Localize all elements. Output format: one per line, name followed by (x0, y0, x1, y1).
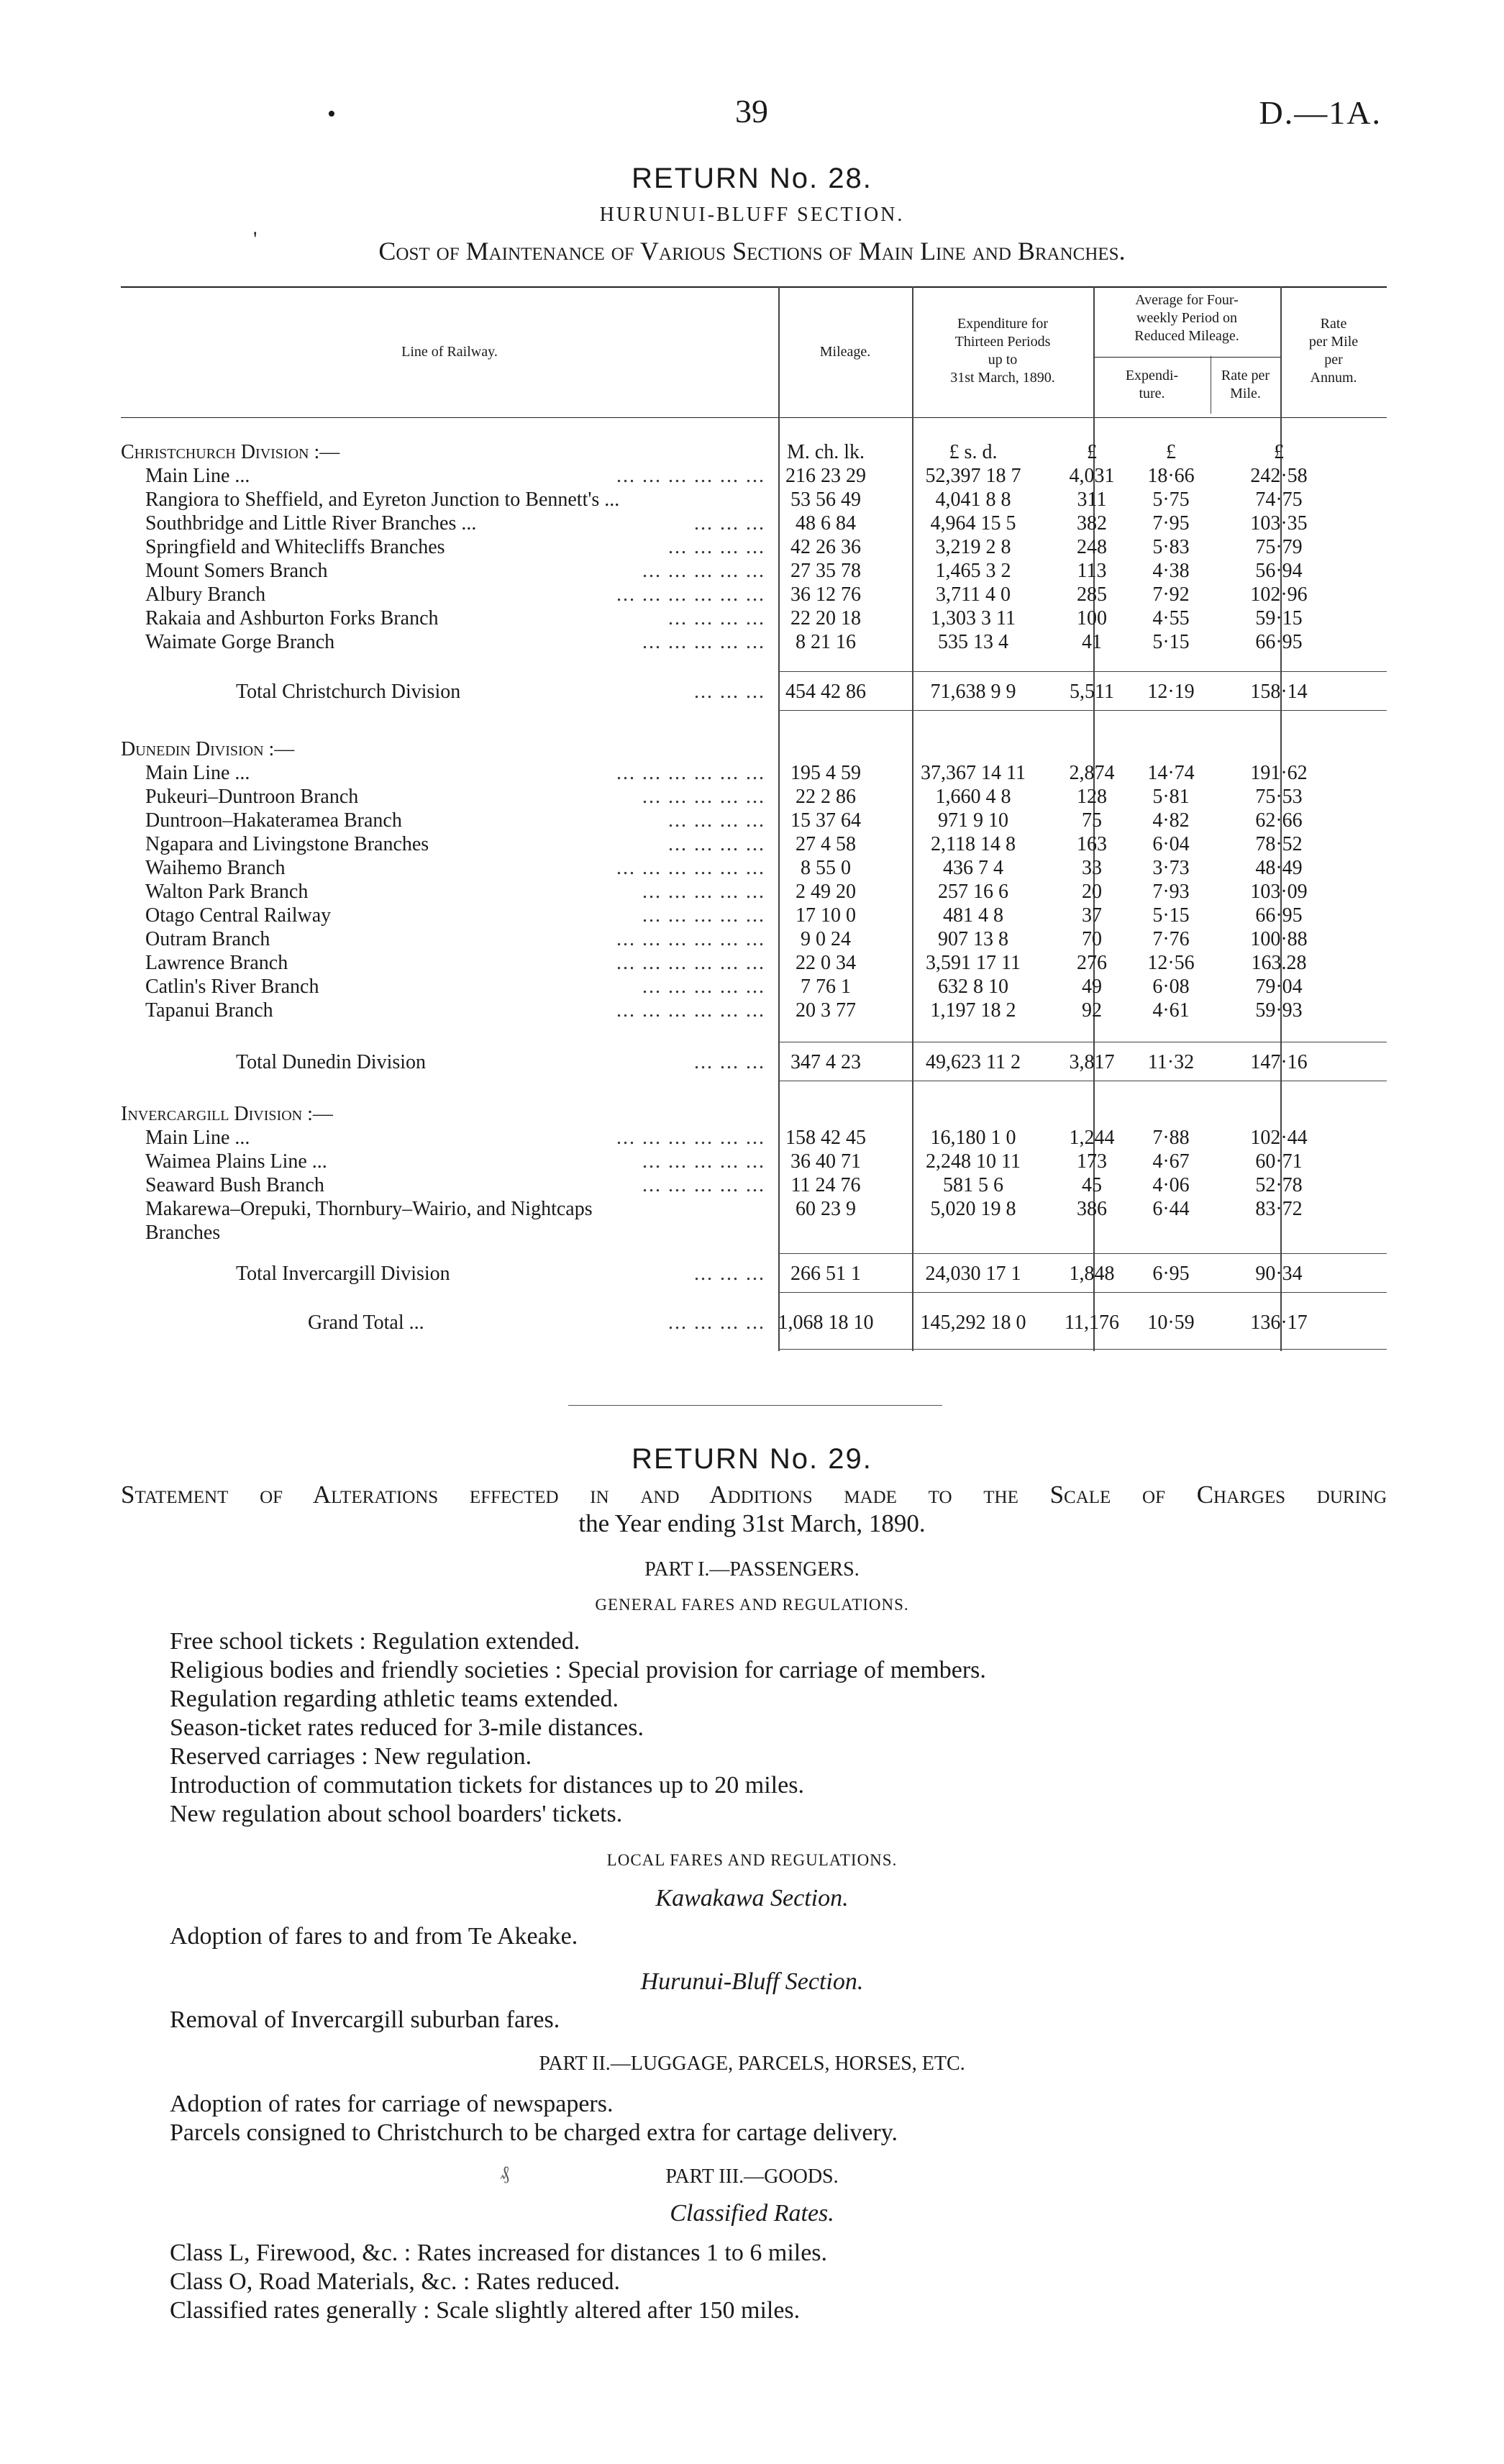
row-label: Main Line ... (145, 1127, 250, 1149)
part-3-heading: PART III.—GOODS. (665, 2165, 839, 2188)
row-label: Mount Somers Branch (145, 560, 328, 582)
rate-per-annum-cell: 83·72 (1255, 1198, 1303, 1220)
rate-per-annum-cell: 48·49 (1255, 857, 1303, 879)
mileage-cell: 9 0 24 (801, 928, 851, 950)
classified-rates-heading: Classified Rates. (670, 2200, 834, 2227)
average-exp-unit: £ (1087, 441, 1097, 463)
table-row (121, 809, 1387, 832)
four-weekly-expenditure-cell: 70 (1082, 928, 1102, 950)
leader-dots: ... ... ... ... ... ... (616, 999, 765, 1022)
subtotal-rule (778, 1292, 1387, 1293)
expenditure-cell: 37,367 14 11 (921, 762, 1026, 784)
mileage-cell: 48 6 84 (796, 512, 856, 535)
table-row (121, 535, 1387, 559)
row-label: Tapanui Branch (145, 999, 273, 1022)
total-row (121, 680, 1387, 704)
row-label: Springfield and Whitecliffs Branches (145, 536, 445, 558)
four-weekly-expenditure-cell: 2,874 (1069, 762, 1115, 784)
four-weekly-expenditure-cell: 4,031 (1069, 465, 1115, 487)
rate-per-mile-cell: 3·73 (1152, 857, 1190, 879)
part-2-item: Adoption of rates for carriage of newspapers. (170, 2091, 614, 2117)
four-weekly-expenditure-cell: 75 (1082, 809, 1102, 832)
header-text: 31st March, 1890. (950, 370, 1055, 386)
rate-per-mile-cell: 5·81 (1152, 786, 1190, 808)
row-label: Main Line ... (145, 465, 250, 487)
rate-per-mile-cell: 7·95 (1152, 512, 1190, 535)
section-divider (568, 1405, 942, 1406)
local-fares-heading: LOCAL FARES AND REGULATIONS. (606, 1851, 898, 1869)
four-weekly-expenditure-cell: 128 (1077, 786, 1107, 808)
four-weekly-expenditure-cell: 113 (1077, 560, 1107, 582)
row-label: Makarewa–Orepuki, Thornbury–Wairio, and Nightcaps (145, 1198, 593, 1220)
col-header-annum (1280, 315, 1387, 387)
mileage-cell: 8 55 0 (801, 857, 851, 879)
table-header-rule (121, 417, 1387, 418)
mileage-cell: 11 24 76 (790, 1174, 861, 1196)
mileage-cell: 42 26 36 (790, 536, 861, 558)
rate-per-mile-cell: 14·74 (1147, 762, 1195, 784)
leader-dots: ... ... ... ... ... ... (616, 762, 765, 784)
rate-per-mile-cell: 4·06 (1152, 1174, 1190, 1196)
return-29-statement-line-1 (121, 1481, 1387, 1509)
rate-per-mile-cell: 12·19 (1147, 681, 1195, 703)
expenditure-cell: 145,292 18 0 (920, 1311, 1026, 1334)
header-text: Expenditure for (957, 316, 1049, 332)
col-header-average-rate (1211, 367, 1280, 403)
expenditure-cell: 1,197 18 2 (930, 999, 1016, 1022)
rate-per-annum-cell: 52·78 (1255, 1174, 1303, 1196)
mileage-cell: 158 42 45 (785, 1127, 866, 1149)
mileage-cell: 27 35 78 (790, 560, 861, 582)
four-weekly-expenditure-cell: 386 (1077, 1198, 1107, 1220)
division-name: Invercargill Division :— (121, 1103, 333, 1125)
leader-dots: ... ... ... (694, 1263, 765, 1285)
mileage-cell: 1,068 18 10 (778, 1311, 874, 1334)
general-fares-item: Reserved carriages : New regulation. (170, 1743, 532, 1770)
table-row (121, 630, 1387, 654)
kawakawa-section-heading: Kawakawa Section. (655, 1885, 849, 1911)
general-fares-heading: GENERAL FARES AND REGULATIONS. (595, 1596, 909, 1614)
header-text: Rate per (1221, 368, 1270, 383)
rate-per-mile-cell: 6·08 (1152, 976, 1190, 998)
row-label: Pukeuri–Duntroon Branch (145, 786, 359, 808)
mileage-unit: M. ch. lk. (786, 441, 865, 463)
rate-per-annum-cell: 136·17 (1250, 1311, 1308, 1334)
rate-per-annum-cell: 103·09 (1250, 881, 1308, 903)
stray-mark: ₰ (500, 2163, 509, 2183)
division-heading (121, 440, 1387, 464)
bullet-mark: • (327, 101, 336, 127)
rate-per-annum-cell: 66·95 (1255, 631, 1303, 653)
four-weekly-expenditure-cell: 20 (1082, 881, 1102, 903)
expenditure-cell: 581 5 6 (943, 1174, 1003, 1196)
rate-per-mile-cell: 11·32 (1147, 1051, 1195, 1073)
division-heading (121, 737, 1387, 761)
return-28-mark: ' (253, 227, 257, 251)
header-text: per Mile (1308, 334, 1359, 350)
col-header-mileage: Mileage. (819, 344, 871, 360)
rate-per-annum-cell: 163.28 (1251, 952, 1307, 974)
mileage-cell: 22 0 34 (796, 952, 856, 974)
leader-dots: ... ... ... ... ... ... (616, 583, 765, 606)
leader-dots: ... ... ... ... ... (642, 904, 765, 927)
header-text: up to (988, 352, 1018, 368)
mileage-cell: 17 10 0 (796, 904, 856, 927)
part-3-item: Class O, Road Materials, &c. : Rates reduced. (170, 2268, 621, 2295)
subheader-rule (1093, 357, 1280, 358)
mileage-cell: 454 42 86 (785, 681, 866, 703)
leader-dots: ... ... ... ... ... (642, 786, 765, 808)
leader-dots: ... ... ... ... ... (642, 881, 765, 903)
rate-per-mile-cell: 4·82 (1152, 809, 1190, 832)
table-row (121, 880, 1387, 904)
rate-per-annum-cell: 74·75 (1255, 488, 1303, 511)
table-row (121, 785, 1387, 809)
rate-per-mile-cell: 4·55 (1152, 607, 1190, 629)
table-row (121, 761, 1387, 785)
expenditure-cell: 24,030 17 1 (925, 1263, 1021, 1285)
expenditure-cell: 632 8 10 (938, 976, 1008, 998)
table-row (121, 904, 1387, 927)
expenditure-unit: £ s. d. (949, 441, 998, 463)
leader-dots: ... ... ... ... ... (642, 631, 765, 653)
header-text: ture. (1139, 386, 1165, 401)
return-28-title: RETURN No. 28. (632, 163, 872, 194)
row-label: Outram Branch (145, 928, 270, 950)
rate-per-mile-cell: 4·61 (1152, 999, 1190, 1022)
expenditure-cell: 257 16 6 (938, 881, 1008, 903)
average-rate-unit: £ (1166, 441, 1176, 463)
mileage-cell: 195 4 59 (790, 762, 861, 784)
return-29-statement-line-2: the Year ending 31st March, 1890. (578, 1509, 926, 1537)
expenditure-cell: 71,638 9 9 (930, 681, 1016, 703)
row-label: Waimate Gorge Branch (145, 631, 335, 653)
table-row (121, 856, 1387, 880)
header-text: weekly Period on (1136, 310, 1237, 326)
leader-dots: ... ... ... ... (668, 809, 765, 832)
expenditure-cell: 16,180 1 0 (930, 1127, 1016, 1149)
rate-per-mile-cell: 7·76 (1152, 928, 1190, 950)
four-weekly-expenditure-cell: 382 (1077, 512, 1107, 535)
four-weekly-expenditure-cell: 92 (1082, 999, 1102, 1022)
rate-per-mile-cell: 7·92 (1152, 583, 1190, 606)
rate-per-annum-cell: 75·79 (1255, 536, 1303, 558)
hurunui-item: Removal of Invercargill suburban fares. (170, 2006, 560, 2033)
leader-dots: ... ... ... ... ... (642, 560, 765, 582)
rate-per-annum-cell: 56·94 (1255, 560, 1303, 582)
row-label: Walton Park Branch (145, 881, 309, 903)
row-label: Grand Total ... (308, 1311, 424, 1334)
expenditure-cell: 436 7 4 (943, 857, 1003, 879)
header-text: Expendi- (1125, 368, 1179, 383)
table-row (121, 999, 1387, 1022)
four-weekly-expenditure-cell: 45 (1082, 1174, 1102, 1196)
row-label: Main Line ... (145, 762, 250, 784)
four-weekly-expenditure-cell: 100 (1077, 607, 1107, 629)
table-row (121, 512, 1387, 535)
continuation-row (121, 1221, 1387, 1245)
part-2-item: Parcels consigned to Christchurch to be charged extra for cartage delivery. (170, 2119, 898, 2146)
leader-dots: ... ... ... ... ... ... (616, 1127, 765, 1149)
rate-per-annum-cell: 66·95 (1255, 904, 1303, 927)
leader-dots: ... ... ... ... (668, 536, 765, 558)
general-fares-item: Introduction of commutation tickets for distances up to 20 miles. (170, 1772, 804, 1799)
four-weekly-expenditure-cell: 311 (1077, 488, 1107, 511)
row-label: Total Dunedin Division (236, 1051, 427, 1073)
four-weekly-expenditure-cell: 248 (1077, 536, 1107, 558)
four-weekly-expenditure-cell: 11,176 (1065, 1311, 1119, 1334)
mileage-cell: 8 21 16 (796, 631, 856, 653)
row-label: Waimea Plains Line ... (145, 1150, 327, 1173)
general-fares-item: New regulation about school boarders' tickets. (170, 1801, 623, 1827)
total-row (121, 1262, 1387, 1286)
expenditure-cell: 535 13 4 (938, 631, 1008, 653)
rate-per-annum-cell: 75·53 (1255, 786, 1303, 808)
leader-dots: ... ... ... ... (668, 833, 765, 855)
expenditure-cell: 2,248 10 11 (926, 1150, 1021, 1173)
col-header-average-expenditure (1093, 367, 1211, 403)
rate-per-mile-cell: 4·67 (1152, 1150, 1190, 1173)
four-weekly-expenditure-cell: 163 (1077, 833, 1107, 855)
return-28-section: HURUNUI-BLUFF SECTION. (599, 204, 905, 226)
leader-dots: ... ... ... ... ... ... (616, 465, 765, 487)
subtotal-rule (778, 671, 1387, 672)
mileage-cell: 53 56 49 (790, 488, 861, 511)
expenditure-cell: 4,964 15 5 (930, 512, 1016, 535)
mileage-cell: 60 23 9 (796, 1198, 856, 1220)
row-label: Total Christchurch Division (236, 681, 461, 703)
table-row (121, 975, 1387, 999)
four-weekly-expenditure-cell: 276 (1077, 952, 1107, 974)
part-3-item: Class L, Firewood, &c. : Rates increased for distances 1 to 6 miles. (170, 2240, 828, 2266)
rate-per-mile-cell: 6·04 (1152, 833, 1190, 855)
rate-per-annum-cell: 62·66 (1255, 809, 1303, 832)
table-row (121, 559, 1387, 583)
expenditure-cell: 2,118 14 8 (931, 833, 1016, 855)
rate-per-annum-cell: 59·93 (1255, 999, 1303, 1022)
row-label: Ngapara and Livingstone Branches (145, 833, 429, 855)
general-fares-item: Free school tickets : Regulation extended. (170, 1628, 580, 1655)
rate-per-annum-cell: 79·04 (1255, 976, 1303, 998)
table-row (121, 927, 1387, 951)
table-row (121, 832, 1387, 856)
row-label: Duntroon–Hakateramea Branch (145, 809, 402, 832)
expenditure-cell: 4,041 8 8 (935, 488, 1011, 511)
rate-per-mile-cell: 10·59 (1147, 1311, 1195, 1334)
leader-dots: ... ... ... ... ... (642, 1174, 765, 1196)
leader-dots: ... ... ... ... ... (642, 976, 765, 998)
return-28-subtitle: Cost of Maintenance of Various Sections of Main Line and Branches. (378, 237, 1126, 265)
leader-dots: ... ... ... ... ... (642, 1150, 765, 1173)
four-weekly-expenditure-cell: 1,244 (1069, 1127, 1115, 1149)
rate-per-annum-cell: 103·35 (1250, 512, 1308, 535)
mileage-cell: 36 12 76 (790, 583, 861, 606)
header-text: per (1324, 352, 1343, 368)
header-text: Annum. (1310, 370, 1357, 386)
rate-per-annum-cell: 191·62 (1250, 762, 1308, 784)
rate-per-annum-cell: 90·34 (1255, 1263, 1303, 1285)
leader-dots: ... ... ... (694, 1051, 765, 1073)
four-weekly-expenditure-cell: 285 (1077, 583, 1107, 606)
header-text: Mile. (1230, 386, 1261, 401)
kawakawa-item: Adoption of fares to and from Te Akeake. (170, 1923, 578, 1950)
expenditure-cell: 1,303 3 11 (931, 607, 1016, 629)
rate-per-annum-cell: 59·15 (1255, 607, 1303, 629)
leader-dots: ... ... ... ... ... ... (616, 952, 765, 974)
col-header-line: Line of Railway. (401, 344, 498, 360)
mileage-cell: 22 2 86 (796, 786, 856, 808)
header-text: Thirteen Periods (954, 334, 1051, 350)
general-fares-item: Regulation regarding athletic teams extended. (170, 1686, 619, 1712)
table-top-rule (121, 286, 1387, 288)
rate-per-mile-cell: 6·44 (1152, 1198, 1190, 1220)
expenditure-cell: 1,660 4 8 (935, 786, 1011, 808)
row-label: Lawrence Branch (145, 952, 288, 974)
rate-per-annum-cell: 158·14 (1250, 681, 1308, 703)
rate-per-mile-cell: 5·15 (1152, 904, 1190, 927)
four-weekly-expenditure-cell: 37 (1082, 904, 1102, 927)
rate-per-mile-cell: 5·83 (1152, 536, 1190, 558)
table-row (121, 488, 1387, 512)
table-row (121, 1173, 1387, 1197)
table-row (121, 1126, 1387, 1150)
row-label: Waihemo Branch (145, 857, 286, 879)
rate-per-annum-cell: 102·44 (1250, 1127, 1308, 1149)
row-label: Otago Central Railway (145, 904, 332, 927)
expenditure-cell: 5,020 19 8 (930, 1198, 1016, 1220)
grand-total-row (121, 1311, 1387, 1335)
mileage-cell: 2 49 20 (796, 881, 856, 903)
annum-unit: £ (1274, 441, 1284, 463)
row-label: Rakaia and Ashburton Forks Branch (145, 607, 439, 629)
mileage-cell: 266 51 1 (790, 1263, 861, 1285)
expenditure-cell: 481 4 8 (943, 904, 1003, 927)
expenditure-cell: 907 13 8 (938, 928, 1008, 950)
general-fares-item: Religious bodies and friendly societies : Special provision for carriage of members. (170, 1657, 986, 1683)
header-text: Rate (1320, 316, 1347, 332)
rate-per-mile-cell: 5·75 (1152, 488, 1190, 511)
rate-per-annum-cell: 102·96 (1250, 583, 1308, 606)
mileage-cell: 22 20 18 (790, 607, 861, 629)
table-row (121, 464, 1387, 488)
rate-per-mile-cell: 4·38 (1152, 560, 1190, 582)
statement-text: Statement of Alterations effected in and Additions made to the Scale of Charges during (121, 1481, 1387, 1509)
rate-per-mile-cell: 5·15 (1152, 631, 1190, 653)
four-weekly-expenditure-cell: 1,848 (1069, 1263, 1115, 1285)
four-weekly-expenditure-cell: 41 (1082, 631, 1102, 653)
document-code: D.—1A. (1259, 94, 1382, 131)
rate-per-mile-cell: 18·66 (1147, 465, 1195, 487)
expenditure-cell: 3,711 4 0 (936, 583, 1011, 606)
hurunui-section-heading: Hurunui-Bluff Section. (640, 1968, 864, 1995)
table-row (121, 1150, 1387, 1173)
four-weekly-expenditure-cell: 3,817 (1069, 1051, 1115, 1073)
header-text: Reduced Mileage. (1134, 328, 1239, 344)
subtotal-rule (778, 710, 1387, 711)
expenditure-cell: 3,591 17 11 (926, 952, 1021, 974)
part-3-item: Classified rates generally : Scale slightly altered after 150 miles. (170, 2297, 801, 2324)
row-label: Southbridge and Little River Branches ... (145, 512, 477, 535)
four-weekly-expenditure-cell: 173 (1077, 1150, 1107, 1173)
mileage-cell: 216 23 29 (785, 465, 866, 487)
rate-per-annum-cell: 147·16 (1250, 1051, 1308, 1073)
general-fares-item: Season-ticket rates reduced for 3-mile distances. (170, 1714, 644, 1741)
mileage-cell: 15 37 64 (790, 809, 861, 832)
table-row (121, 606, 1387, 630)
rate-per-annum-cell: 60·71 (1255, 1150, 1303, 1173)
row-label: Total Invercargill Division (236, 1263, 450, 1285)
rate-per-mile-cell: 7·88 (1152, 1127, 1190, 1149)
row-label: Seaward Bush Branch (145, 1174, 324, 1196)
mileage-cell: 347 4 23 (790, 1051, 861, 1073)
subtotal-rule (778, 1253, 1387, 1254)
part-1-heading: PART I.—PASSENGERS. (644, 1558, 860, 1581)
part-2-heading: PART II.—LUGGAGE, PARCELS, HORSES, ETC. (539, 2052, 965, 2075)
table-row (121, 1197, 1387, 1221)
page-number: 39 (735, 93, 768, 129)
mileage-cell: 27 4 58 (796, 833, 856, 855)
expenditure-cell: 52,397 18 7 (925, 465, 1021, 487)
table-row (121, 583, 1387, 606)
expenditure-cell: 1,465 3 2 (935, 560, 1011, 582)
division-name: Christchurch Division :— (121, 441, 340, 463)
return-29-title: RETURN No. 29. (632, 1443, 872, 1475)
rate-per-mile-cell: 12·56 (1147, 952, 1195, 974)
expenditure-cell: 49,623 11 2 (926, 1051, 1021, 1073)
rate-per-annum-cell: 100·88 (1250, 928, 1308, 950)
four-weekly-expenditure-cell: 5,511 (1070, 681, 1114, 703)
row-label-continuation: Branches (145, 1222, 221, 1244)
leader-dots: ... ... ... ... ... ... (616, 857, 765, 879)
rate-per-mile-cell: 6·95 (1152, 1263, 1190, 1285)
row-label: Rangiora to Sheffield, and Eyreton Junction to Bennett's ... (145, 488, 620, 511)
leader-dots: ... ... ... (694, 512, 765, 535)
col-header-expenditure (912, 315, 1093, 387)
expenditure-cell: 3,219 2 8 (935, 536, 1011, 558)
header-text: Average for Four- (1135, 292, 1239, 308)
col-header-average (1093, 291, 1280, 345)
leader-dots: ... ... ... ... (668, 607, 765, 629)
mileage-cell: 36 40 71 (790, 1150, 861, 1173)
leader-dots: ... ... ... ... ... ... (616, 928, 765, 950)
division-heading (121, 1102, 1387, 1126)
leader-dots: ... ... ... ... (668, 1311, 765, 1334)
row-label: Albury Branch (145, 583, 266, 606)
rate-per-annum-cell: 78·52 (1255, 833, 1303, 855)
table-row (121, 951, 1387, 975)
row-label: Catlin's River Branch (145, 976, 319, 998)
table-bottom-rule (778, 1349, 1387, 1350)
division-name: Dunedin Division :— (121, 738, 295, 760)
mileage-cell: 7 76 1 (801, 976, 851, 998)
total-row (121, 1050, 1387, 1074)
mileage-cell: 20 3 77 (796, 999, 856, 1022)
leader-dots: ... ... ... (694, 681, 765, 703)
rate-per-mile-cell: 7·93 (1152, 881, 1190, 903)
four-weekly-expenditure-cell: 33 (1082, 857, 1102, 879)
rate-per-annum-cell: 242·58 (1250, 465, 1308, 487)
expenditure-cell: 971 9 10 (938, 809, 1008, 832)
four-weekly-expenditure-cell: 49 (1082, 976, 1102, 998)
